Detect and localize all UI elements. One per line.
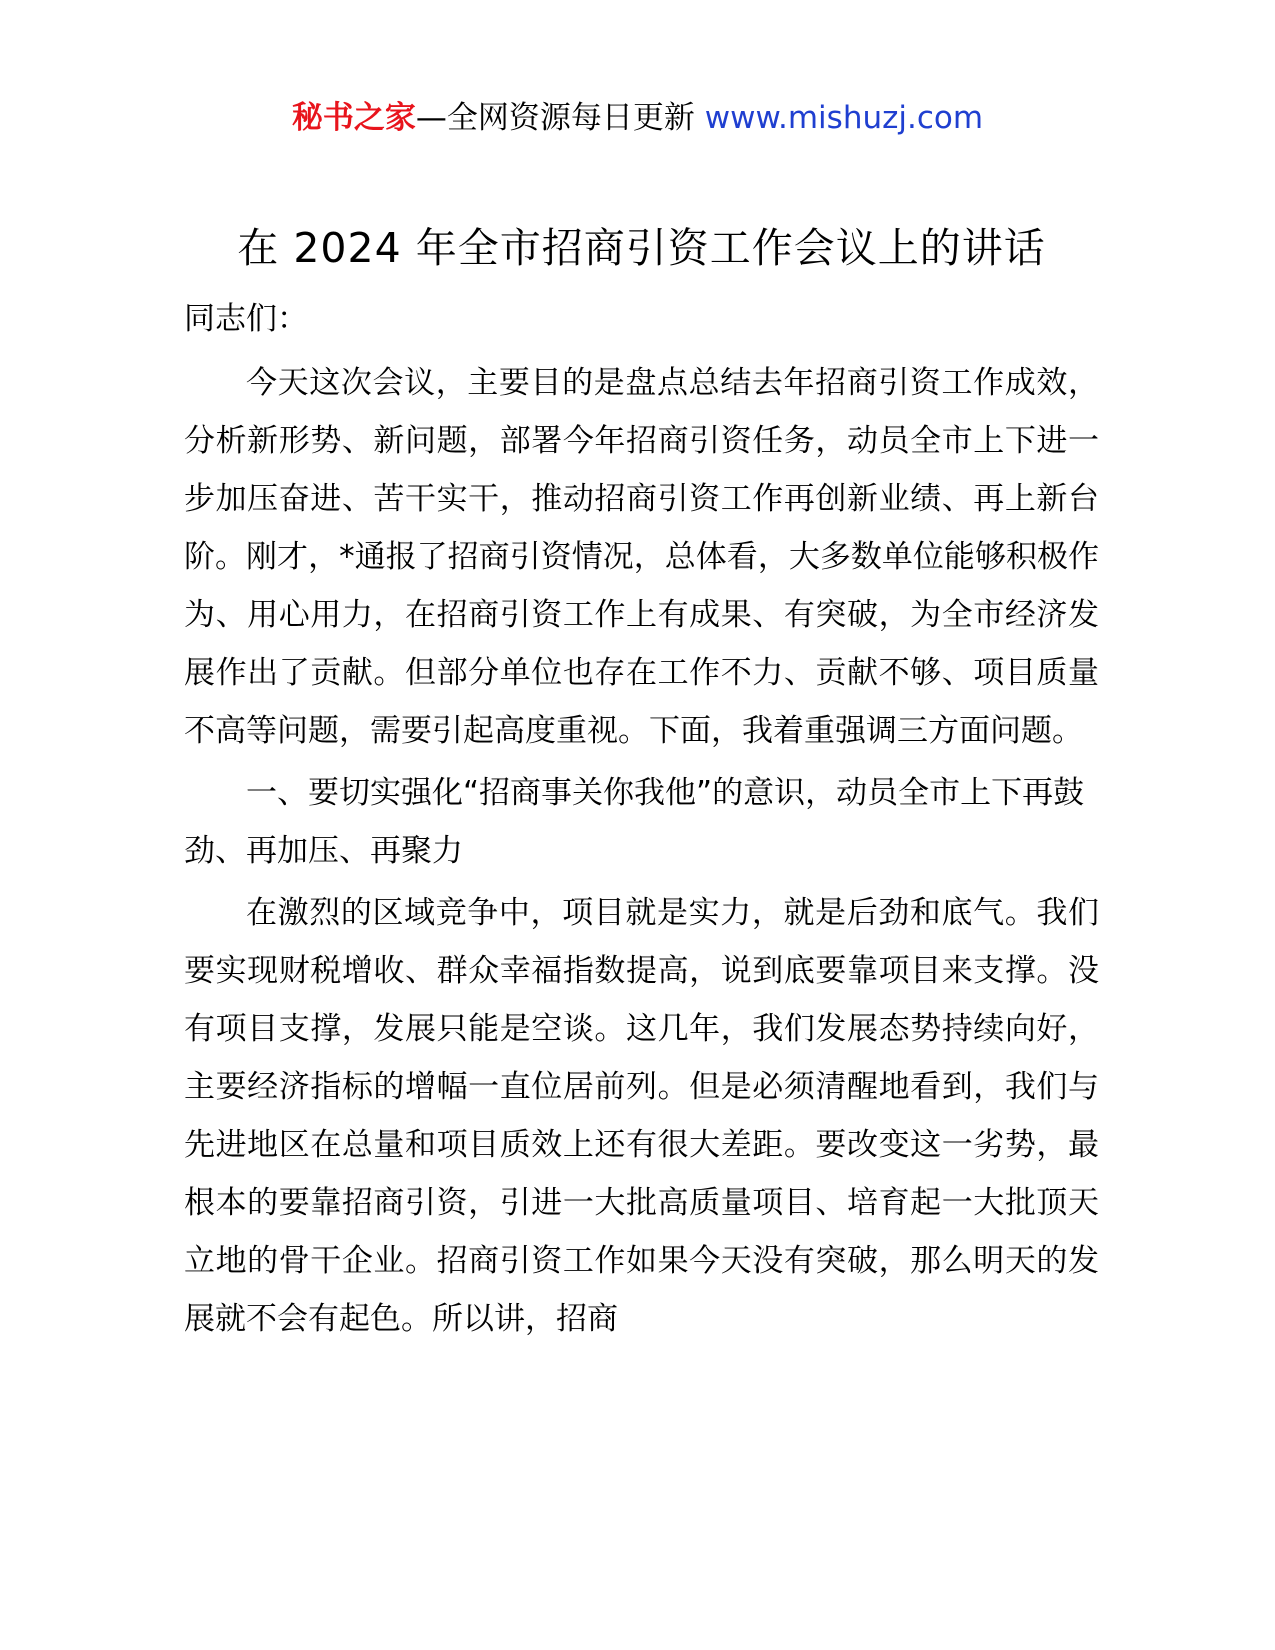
- greeting: 同志们：: [184, 301, 308, 337]
- site-header: [0, 94, 1275, 142]
- website-link[interactable]: www.mishuzj.com: [704, 100, 984, 136]
- brand-name: 秘书之家: [291, 100, 416, 136]
- paragraph: 在激烈的区域竞争中，项目就是实力，就是后劲和底气。我们要实现财税增收、群众幸福指数提高，说到底要靠项目来支撑。没有项目支撑，发展只能是空谈。这几年，我们发展态势持续向好，主要经济指标的增幅一直位居前列。但是必须清醒地看到，我们与先进地区在总量和项目质效上还有很大差距。要改变这一劣势，最根本的要靠招商引资，引进一大批高质量项目、培育起一大批顶天立地的骨干企业。招商引资工作如果今天没有突破，那么明天的发展就不会有起色。所以讲，招商: [184, 895, 1099, 1337]
- section-heading: 一、要切实强化“招商事关你我他”的意识，动员全市上下再鼓劲、再加压、再聚力: [184, 775, 1085, 869]
- header-slogan: —全网资源每日更新: [415, 100, 705, 136]
- document-body: [184, 218, 1099, 1352]
- document-title: 在 2024 年全市招商引资工作会议上的讲话: [237, 224, 1046, 272]
- paragraph: 今天这次会议，主要目的是盘点总结去年招商引资工作成效，分析新形势、新问题，部署今年招商引资任务，动员全市上下进一步加压奋进、苦干实干，推动招商引资工作再创新业绩、再上新台阶。刚才，*通报了招商引资情况，总体看，大多数单位能够积极作为、用心用力，在招商引资工作上有成果、有突破，为全市经济发展作出了贡献。但部分单位也存在工作不力、贡献不够、项目质量不高等问题，需要引起高度重视。下面，我着重强调三方面问题。: [184, 365, 1099, 749]
